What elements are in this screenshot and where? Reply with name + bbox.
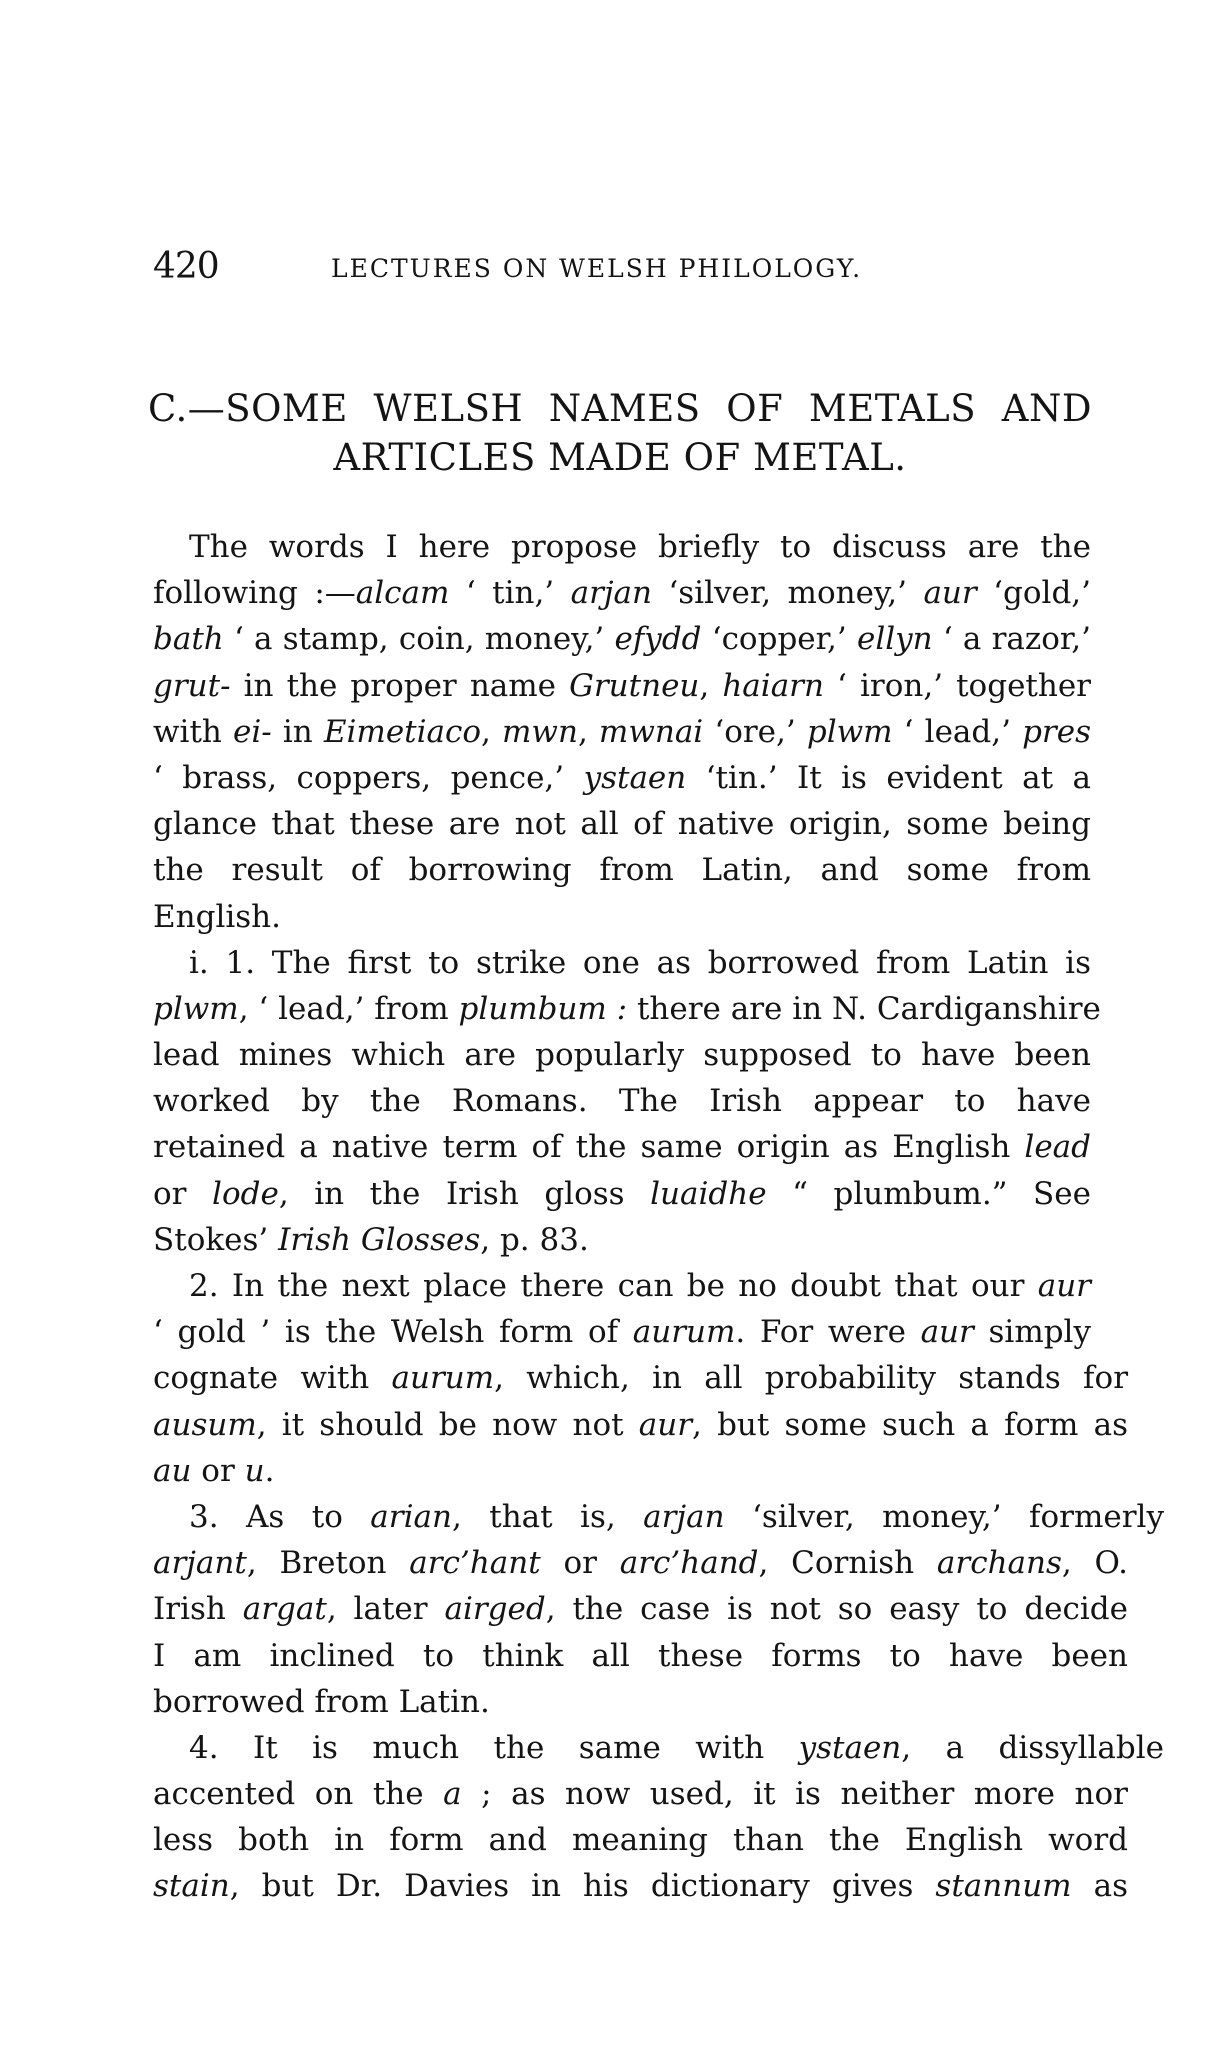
body-text	[153, 524, 1164, 1910]
text-line: retained a native term of the same origin as English lead	[153, 1129, 1091, 1166]
text-line: or lode, in the Irish gloss luaidhe “ plumbum.” See	[153, 1175, 1091, 1212]
text-line: arjant, Breton arc’hant or arc’hand, Cornish archans, O.	[153, 1545, 1128, 1582]
text-line: ‘ gold ’ is the Welsh form of aurum. For were aur simply	[153, 1314, 1091, 1351]
text-line: the result of borrowing from Latin, and some from	[153, 852, 1091, 889]
page-number: 420	[153, 246, 219, 287]
text-line: The words I here propose briefly to discuss are the	[189, 529, 1091, 565]
text-line: glance that these are not all of native origin, some being	[153, 806, 1091, 843]
text-line: i. 1. The first to strike one as borrowed from Latin is	[189, 944, 1091, 981]
text-line: less both in form and meaning than the English word	[153, 1822, 1128, 1859]
text-line: lead mines which are popularly supposed to have been	[153, 1037, 1091, 1074]
text-line: 2. In the next place there can be no doubt that our aur	[189, 1268, 1091, 1304]
section-heading-line-1: C.—SOME WELSH NAMES OF METALS AND	[148, 387, 1092, 430]
text-line: ‘ brass, coppers, pence,’ ystaen ‘tin.’ It is evident at a	[153, 759, 1091, 796]
text-line: bath ‘ a stamp, coin, money,’ efydd ‘copper,’ ellyn ‘ a razor,’	[153, 621, 1091, 658]
section-heading-line-2: ARTICLES MADE OF METAL.	[333, 436, 907, 479]
text-line: plwm, ‘ lead,’ from plumbum : there are in N. Cardiganshire	[153, 990, 1101, 1027]
text-line: au or u.	[153, 1452, 275, 1489]
running-head	[153, 246, 1093, 290]
text-line: Stokes’ Irish Glosses, p. 83.	[153, 1221, 589, 1258]
text-line: cognate with aurum, which, in all probability stands for	[153, 1360, 1129, 1397]
text-line: stain, but Dr. Davies in his dictionary gives stannum as	[153, 1868, 1128, 1905]
running-title: LECTURES ON WELSH PHILOLOGY.	[331, 254, 863, 283]
text-line: 4. It is much the same with ystaen, a dissyllable	[189, 1729, 1164, 1766]
text-line: Irish argat, later airged, the case is not so easy to decide	[153, 1591, 1128, 1628]
text-line: I am inclined to think all these forms to have been	[153, 1637, 1128, 1674]
text-line: worked by the Romans. The Irish appear to have	[153, 1083, 1091, 1120]
section-heading	[148, 384, 1092, 482]
text-line: with ei- in Eimetiaco, mwn, mwnai ‘ore,’ plwm ‘ lead,’ pres	[153, 713, 1091, 750]
text-line: grut- in the proper name Grutneu, haiarn ‘ iron,’ together	[153, 667, 1091, 704]
text-line: English.	[153, 898, 281, 935]
text-line: borrowed from Latin.	[153, 1683, 490, 1720]
text-line: 3. As to arian, that is, arjan ‘silver, money,’ formerly	[189, 1498, 1164, 1535]
text-line: following :—alcam ‘ tin,’ arjan ‘silver, money,’ aur ‘gold,’	[153, 575, 1091, 612]
text-line: accented on the a ; as now used, it is neither more nor	[153, 1776, 1128, 1813]
text-line: ausum, it should be now not aur, but some such a form as	[153, 1406, 1128, 1443]
